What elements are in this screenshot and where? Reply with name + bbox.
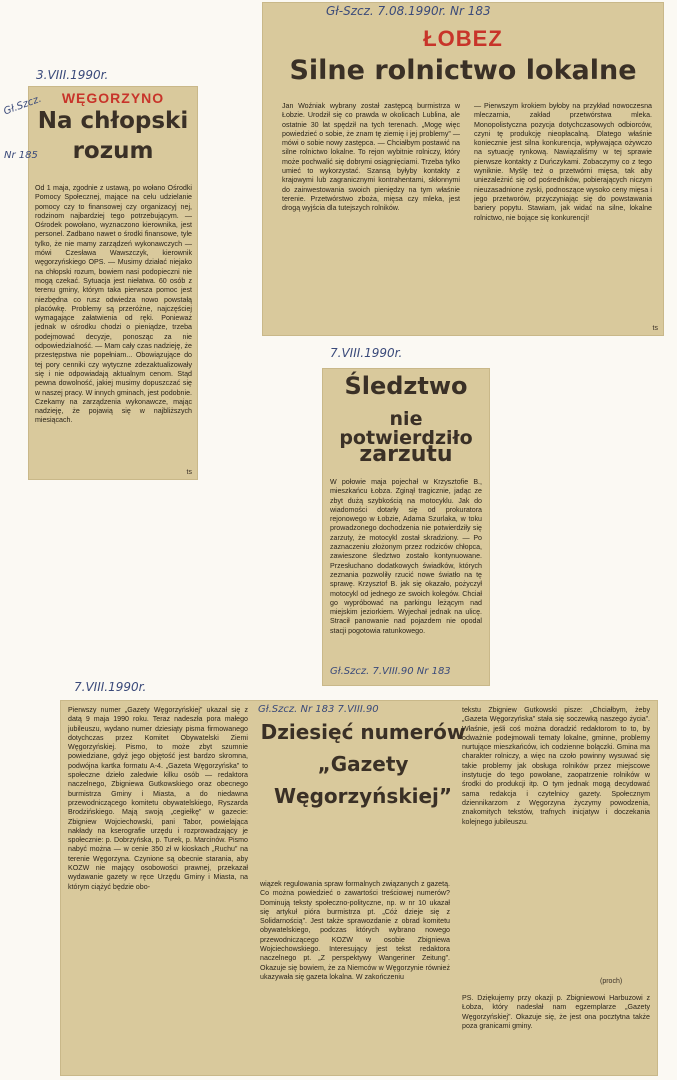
headline-line2: „Gazety	[317, 752, 409, 776]
handwritten-date: 3.VIII.1990r.	[36, 68, 109, 82]
clipping-lobez	[262, 2, 664, 336]
kicker-wegorzyno: WĘGORZYNO	[61, 90, 165, 106]
handwritten-date: 7.VIII.1990r.	[330, 346, 403, 360]
clipping-gazeta	[60, 700, 658, 1076]
article-signature: ts	[186, 469, 192, 476]
headline-line1: Dziesięć numerów	[260, 720, 466, 744]
clipping-sledztwo	[322, 368, 490, 686]
article-signature: (proch)	[600, 978, 623, 985]
headline: Silne rolnictwo lokalne	[289, 55, 637, 86]
postscript: PS. Dziękujemy przy okazji p. Zbigniewowi Harbuzowi z Łobza, który nadesłał nam egzemplarze „Gazety Węgorzyńskiej”. Okazuje się, że jest ona pocztytna także poza granicami gminy.	[462, 994, 650, 1030]
handwritten-header: Gł-Szcz. 7.08.1990r. Nr 183	[326, 4, 491, 18]
kicker-lobez: ŁOBEZ	[423, 26, 503, 51]
handwritten-date: 7.VIII.1990r.	[74, 680, 147, 694]
article-column-2: wiązek regulowania spraw formalnych związanych z gazetą. Co można powiedzieć o zawartości treściowej numerów? Dominują teksty społeczno-polityczne, np. w nr 10 ukazał się artykuł pióra burmistrza pt. „Cóż dzieje się z Solidarnością”. Jest także sprawozdanie z obrad komitetu obywatelskiego, podczas których wybrano nowego przewodniczącego KOZW w osobie Zbigniewa Wojciechowskiego. Interesujący jest tekst redaktora naczelnego pt. „Z perspektywy Wangeriner Zeitung”. Okazuje się bowiem, że za Niemców w Węgorzynie również ukazywała się gazeta lokalna. W zakończeniu	[260, 880, 450, 981]
margin-note: Nr 185	[4, 150, 38, 161]
margin-note: Gł.Szcz.	[2, 93, 44, 118]
clipping-wegorzyno	[28, 86, 198, 480]
headline-line3: zarzutu	[359, 442, 453, 467]
article-body: Od 1 maja, zgodnie z ustawą, po wołano Ośrodki Pomocy Społecznej, mające na celu udzielanie pomocy czy to finansowej czy organizacyj nej, rodzinom najbardziej tego potrzebującym. — Ośrodek powołano, wyznaczono kierownika, jest personel. Zadbano nawet o środki finansowe, tyle tylko, że nie mamy zarządzeń wykonawczych — mówi Czesława Wawszczyk, kierownik węgorzyńskiego OPS. — Musimy działać niejako na chłopski rozum, bowiem nasi podopieczni nie mogą czekać. Sytuacja jest niełatwa. 60 osób z terenu gminy, którym taka pierwsza pomoc jest niezbędna co rusz odwiedza nowo powstałą placówkę. Problemy są przeróżne, najczęściej wymagające załatwienia od ręki. Ponieważ jednak w ośrodku chodzi o pieniądze, trzeba podejmować decyzje, ponosząc za nie odpowiedzialność. — Mam cały czas nadzieję, że przestępstwa nie popełniam... Obowiązujące do tej pory cenniki czy wytyczne zdezaktualizowały się i nie odpowiadają aktualnym cenom. Stąd pewna dowolność, jakiej musimy dopuszczać się w naszej pracy. W innych gminach, jest podobnie. Czekamy na zarządzenia wykonawcze, mając nadzieję, że pojawią się w najbliższych miesiącach.	[35, 184, 192, 425]
headline-line1: Na chłopski	[37, 108, 189, 134]
article-body: W połowie maja pojechał w Krzysztofie B., mieszkańcu Łobza. Zginął tragicznie, jadąc ze zbyt dużą szybkością na motocyklu. Jak do wiadomości dotarły się od prokuratora rejonowego w Łobzie, Adama Szurlaka, w toku prowadzonego dochodzenia nie potwierdziły się zarzuty, że motocykl został skradziony. — Po zaznaczeniu złożonym przez rodziców chłopca, zawieszone śledztwo zostało kontynuowane. Przesłuchano dodatkowych świadków, których zeznania pozwoliły rzucić nowe światło na tę sprawę. Krzysztof B. jak się okazało, pożyczył motocykl od jednego ze swoich kolegów. Chciał go wypróbować na parkingu leżącym nad miejskim jeziorkiem. Wyjechał jednak na ulicę. Stracił panowanie nad pojazdem nie opodal stacji pogotowia ratunkowego.	[330, 478, 482, 635]
article-column-1: Jan Woźniak wybrany został zastępcą burmistrza w Łobzie. Urodził się co prawda w okolicach Lublina, ale ostatnie 30 lat spędził na tych terenach. „Mogę więc powiedzieć o sobie, że znam tę ziemię i jej problemy” — mówi o sobie nowy zastępca. — Chciałbym postawić na silne rolnictwo lokalne. To rejon wybitnie rolniczy, który może pochwalić się dobrymi osiągnięciami. Trzeba tylko umieć to wykorzystać. Szansą byłyby kontakty z krajowymi lub zagranicznymi kontrahentami, skłonnymi do zainwestowania swoich pieniędzy na tym właśnie terenie. Przetwórstwo zboża, mięsa czy mleka, jest drogą wyjścia dla tutejszych rolników.	[282, 102, 460, 213]
article-column-1: Pierwszy numer „Gazety Węgorzyńskiej” ukazał się z datą 9 maja 1990 roku. Teraz nadeszła pora małego jubileuszu, wydano numer dziesiąty pisma firmowanego dotychczas przez Komitet Obywatelski Ziemi Węgorzyńskiej. Pismo, to może zbyt szumnie powiedziane, gdyż jego objętość jest bardzo skromna, podwójna kartka formatu A-4. „Gazeta Węgorzyńska” to społeczne dzieło zaledwie kilku osób — redaktora naczelnego, Zbigniewa Gutkowskiego oraz obecnego burmistrza Gminy i Miasta, a do niedawna przewodniczącego komitetu obywatelskiego, Ryszarda Brodzińskiego. Mają swoją „cegiełkę” w gazecie: Zbigniew Wojciechowski, pani Tabor, powielająca nakłady na kserografie urzędu i rozprowadzający je społecznie: p. Dobrzyńska, p. Turek, p. Marcinów. Pismo nabyć można — w cenie 350 zł w kioskach „Ruchu” na terenie Węgorzyna. Czynione są obecnie starania, aby KOZW nie mający osobowości prawnej, przekazał wydawanie gazety w ręce Urzędu Gminy i Miasta, na którym ciążyć będzie obo-	[68, 706, 248, 891]
handwritten-footer: Gł.Szcz. 7.VIII.90 Nr 183	[330, 666, 451, 677]
headline-line1: Śledztwo	[344, 372, 468, 400]
article-column-2: — Pierwszym krokiem byłoby na przykład nowoczesna mleczarnia, zakład przetwórstwa mleka. Monopolistyczna pozycja dotychczasowych odbiorców, czyni tę produkcję nieopłacalną. Dlatego właśnie koniecznie jest silna konkurencja, wpływająca ożywczo na sytuację rynkową. Nawiązaliśmy w tej sprawie pierwsze kontakty z Duńczykami. Zobaczymy co z tego wyniknie. Myślę też o przetwórni mięsa, tak aby uniezależnić się od pośredników, pobierających niczym nieuzasadnione zyski, podnoszące wysoko ceny mięsa i jego przetworów, przyczyniając się do powstawania bariery popytu. Stawiam, jak widać na silne, lokalne rolnictwo, nie bojące się konkurencji!	[474, 102, 652, 222]
article-signature: ts	[652, 325, 658, 332]
handwritten-note: Gł.Szcz. Nr 183 7.VIII.90	[258, 704, 379, 715]
headline-line3: Węgorzyńskiej”	[273, 784, 453, 808]
article-column-3: tekstu Zbigniew Gutkowski pisze: „Chciałbym, żeby „Gazeta Węgorzyńska” stała się soczewką naszego życia”. Właśnie, jeśli coś można doradzić redaktorom to to, by odważnie podejmowali tematy lokalne, gminne, problemy nurtujące mieszkańców, ich codzienne bolączki. Gmina ma charakter rolniczy, a więc na czoło powinny wysuwać się takie problemy jak obsługa rolników przez miejscowe instytucje do tego powołane, zaopatrzenie rolników w środki do produkcji itp. O tym jednak mogą decydować sama redakcja i czytelnicy gazety. Społecznym dziennikarzom z Węgorzyna życzymy powodzenia, znakomitych tekstów, trafnych inicjatyw i doczekania kolejnego jubileuszu.	[462, 706, 650, 826]
headline-line2: nie potwierdziło	[339, 408, 473, 449]
headline-line2: rozum	[72, 138, 154, 164]
